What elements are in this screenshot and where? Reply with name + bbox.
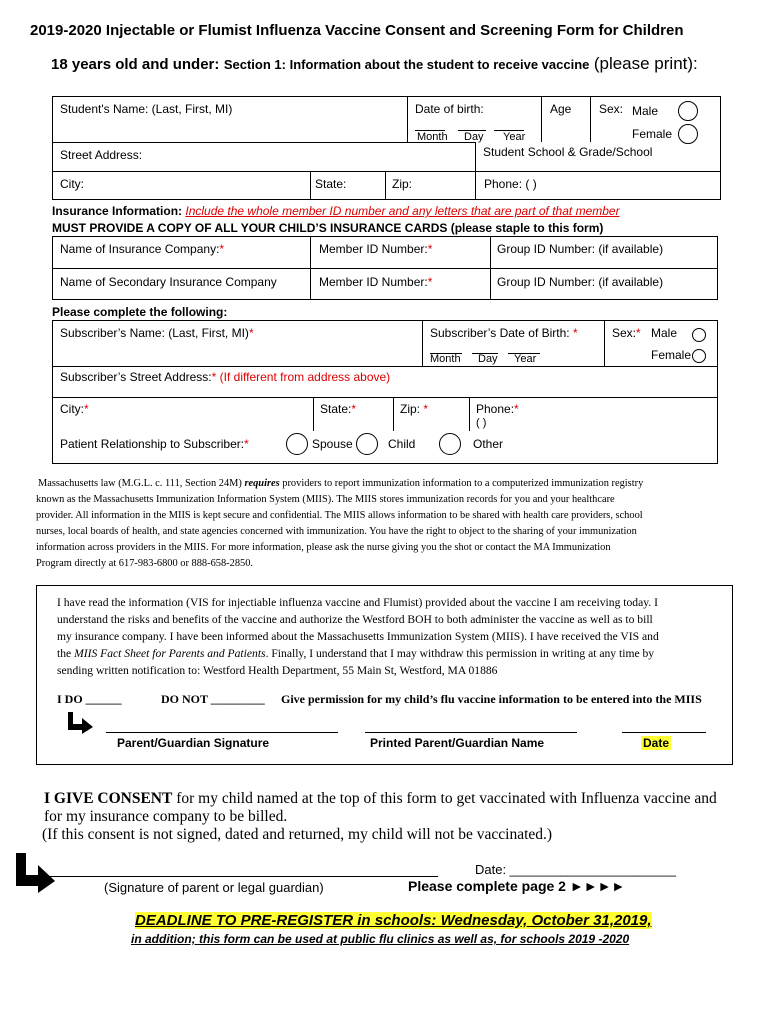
required-mark: * — [636, 326, 641, 340]
required-mark: * — [219, 242, 225, 256]
subscriber-state-cell — [320, 402, 356, 416]
other-label: Other — [473, 437, 504, 451]
deadline-notice: DEADLINE TO PRE-REGISTER in schools: Wednesday, October 31,2019, — [135, 912, 652, 929]
subscriber-phone-cell — [476, 402, 519, 416]
miis-line-6: Program directly at 617-983-6800 or 888-658-2850. — [36, 558, 254, 569]
addition-notice: in addition; this form can be used at public flu clinics as well as, for schools 2019 -2020 — [131, 932, 630, 946]
subscriber-female-radio[interactable] — [692, 349, 706, 363]
student-zip-label: Zip: — [392, 177, 413, 191]
required-mark: * — [244, 437, 249, 451]
student-street-label: Street Address: — [60, 148, 143, 162]
subscriber-sex-label: Sex: — [612, 326, 637, 340]
final-consent-line-1 — [44, 790, 717, 808]
student-state-label: State: — [315, 177, 347, 191]
consent-line-4a: the — [57, 647, 72, 660]
consent-line-4 — [57, 645, 727, 662]
final-date-field[interactable]: Date: _______________________ — [475, 862, 676, 877]
student-dob-day: Day — [464, 131, 484, 143]
final-consent-line-2: for my insurance company to be billed. — [44, 808, 288, 825]
student-male-radio[interactable] — [678, 101, 698, 121]
child-label: Child — [388, 437, 416, 451]
student-dob-label: Date of birth: — [415, 102, 484, 116]
student-phone-label: Phone: ( ) — [484, 177, 537, 191]
miis-line-1 — [36, 476, 736, 492]
subscriber-street-label: Subscriber’s Street Address: — [60, 370, 212, 384]
student-dob-month: Month — [417, 131, 448, 143]
student-sex-female-label: Female — [632, 127, 673, 141]
subscriber-name-label: Subscriber’s Name: (Last, First, MI) — [60, 326, 249, 340]
subscriber-zip-cell — [400, 402, 428, 416]
subtitle-section: Section 1: Information about the student to receive vaccine — [223, 57, 590, 72]
consent-line-5: sending written notification to: Westford Health Department, 55 Main St, Westford, MA 01886 — [57, 664, 498, 677]
miis-line-5: information across providers in the MIIS. For more information, please ask the nurse giving you the shot or contact the MA Immunization — [36, 542, 611, 553]
final-consent-rest: for my child named at the top of this form to get vaccinated with Influenza vaccine and — [176, 790, 717, 807]
subscriber-city-cell — [60, 402, 89, 416]
miis-law: Massachusetts law (M.G.L. c. 111, Section 24M) — [38, 478, 242, 489]
consent-line-4b: . Finally, I understand that I may withdraw this permission in writing at any time by — [265, 647, 655, 660]
spouse-label: Spouse — [312, 437, 353, 451]
required-mark: * — [351, 402, 357, 416]
complete-page-2: Please complete page 2 ►►►► — [408, 878, 626, 894]
subscriber-dob-cell — [430, 326, 578, 340]
student-name-label: Student's Name: (Last, First, MI) — [60, 102, 233, 116]
student-school-label: Student School & Grade/School — [483, 145, 653, 159]
student-female-radio[interactable] — [678, 124, 698, 144]
subscriber-sex-cell — [612, 326, 641, 340]
insurance-heading-label: Insurance Information: — [52, 204, 183, 218]
miis-paragraph — [36, 476, 736, 572]
insurance-company-label: Name of Insurance Company: — [60, 242, 220, 256]
group-id2-label: Group ID Number: (if available) — [497, 275, 664, 289]
consent-date-label: Date — [643, 736, 670, 750]
subscriber-name-cell — [60, 326, 254, 340]
student-sex-male-label: Male — [632, 104, 659, 118]
subtitle-print: (please print): — [593, 54, 698, 73]
subscriber-male-label: Male — [651, 326, 678, 340]
subscriber-phone-label: Phone: — [476, 402, 515, 416]
guardian-signature-label: (Signature of parent or legal guardian) — [104, 880, 324, 895]
parent-signature-label: Parent/Guardian Signature — [117, 736, 270, 750]
subscriber-state-label: State: — [320, 402, 352, 416]
subscriber-dob-year: Year — [514, 353, 537, 365]
member-id-label: Member ID Number: — [319, 242, 428, 256]
signature-arrow-icon — [14, 853, 56, 893]
subscriber-phone-parens: ( ) — [476, 417, 487, 429]
final-consent-line-3: (If this consent is not signed, dated and returned, my child will not be vaccinated.) — [42, 826, 553, 843]
subscriber-dob-label: Subscriber’s Date of Birth: — [430, 326, 570, 340]
subscriber-street-note: (If different from address above) — [219, 370, 391, 384]
subscriber-dob-day: Day — [478, 353, 498, 365]
subscriber-zip-label: Zip: — [400, 402, 421, 416]
subtitle-age: 18 years old and under: — [51, 56, 220, 73]
arrow-icon — [66, 712, 94, 734]
member-id2-cell — [319, 275, 432, 289]
form-title: 2019-2020 Injectable or Flumist Influenza Vaccine Consent and Screening Form for Children — [30, 22, 684, 39]
insurance-heading — [52, 204, 620, 218]
required-mark: * — [514, 402, 519, 416]
miis-do-not-option[interactable]: DO NOT _________ — [161, 692, 265, 706]
other-radio[interactable] — [439, 433, 461, 455]
member-id2-label: Member ID Number: — [319, 275, 428, 289]
required-mark: * — [572, 326, 578, 340]
miis-do-option[interactable]: I DO ______ — [57, 692, 122, 706]
form-subtitle — [51, 54, 698, 74]
miis-line-4: nurses, local boards of health, and state agencies concerned with immunization. You have the right to object to the sharing of your immunization — [36, 526, 637, 537]
miis-requires: requires — [244, 478, 280, 489]
printed-name-label: Printed Parent/Guardian Name — [370, 736, 545, 750]
miis-permission-text: Give permission for my child’s flu vaccine information to be entered into the MIIS — [281, 692, 702, 706]
parent-signature-line[interactable] — [106, 732, 338, 733]
subscriber-street-cell — [60, 370, 390, 384]
consent-line-1: I have read the information (VIS for injectiable influenza vaccine and Flumist) provided about the vaccine I am receiving today. I — [57, 596, 658, 609]
required-mark: * — [211, 370, 217, 384]
student-city-label: City: — [60, 177, 84, 191]
subscriber-male-radio[interactable] — [692, 328, 706, 342]
relationship-label: Patient Relationship to Subscriber: — [60, 437, 245, 451]
final-consent — [44, 790, 717, 844]
consent-line-2: understand the risks and benefits of the vaccine and authorize the Westford BOH to both administer the vaccine as well as to bill — [57, 613, 653, 626]
required-mark: * — [427, 275, 433, 289]
student-dob-year: Year — [503, 131, 526, 143]
miis-line-2: known as the Massachusetts Immunization Information System (MIIS). The MIIS stores immunization records for you and your healthcare — [36, 494, 615, 505]
spouse-radio[interactable] — [286, 433, 308, 455]
required-mark: * — [84, 402, 89, 416]
miis-line-3: provider. All information in the MIIS is kept secure and confidential. The MIIS allows information to be shared with health care providers, school — [36, 510, 643, 521]
i-give-consent: I GIVE CONSENT — [44, 790, 173, 807]
subscriber-female-label: Female — [651, 348, 692, 362]
printed-name-line[interactable] — [365, 732, 577, 733]
miis-law-rest: providers to report immunization information to a computerized immunization registry — [282, 478, 644, 489]
group-id-label: Group ID Number: (if available) — [497, 242, 664, 256]
student-age-label: Age — [550, 102, 572, 116]
miis-fact-sheet: MIIS Fact Sheet for Parents and Patients — [74, 647, 266, 660]
consent-text — [57, 594, 727, 679]
consent-line-3: my insurance company. I have been informed about the Massachusetts Immunization System (MIIS). I have received the VIS and — [57, 630, 659, 643]
child-radio[interactable] — [356, 433, 378, 455]
insurance-company-cell — [60, 242, 224, 256]
secondary-insurance-label: Name of Secondary Insurance Company — [60, 275, 277, 289]
subscriber-city-label: City: — [60, 402, 84, 416]
member-id-cell — [319, 242, 432, 256]
guardian-signature-line[interactable] — [46, 876, 438, 877]
subscriber-heading: Please complete the following: — [52, 305, 228, 319]
insurance-heading-note: Include the whole member ID number and any letters that are part of that member — [185, 204, 620, 218]
subscriber-dob-month: Month — [430, 353, 461, 365]
student-sex-label: Sex: — [599, 102, 624, 116]
insurance-copy-note: MUST PROVIDE A COPY OF ALL YOUR CHILD’S INSURANCE CARDS (please staple to this form) — [52, 221, 604, 235]
date-line[interactable] — [622, 732, 706, 733]
required-mark: * — [248, 326, 254, 340]
required-mark: * — [423, 402, 429, 416]
relationship-cell — [60, 437, 249, 451]
required-mark: * — [427, 242, 433, 256]
